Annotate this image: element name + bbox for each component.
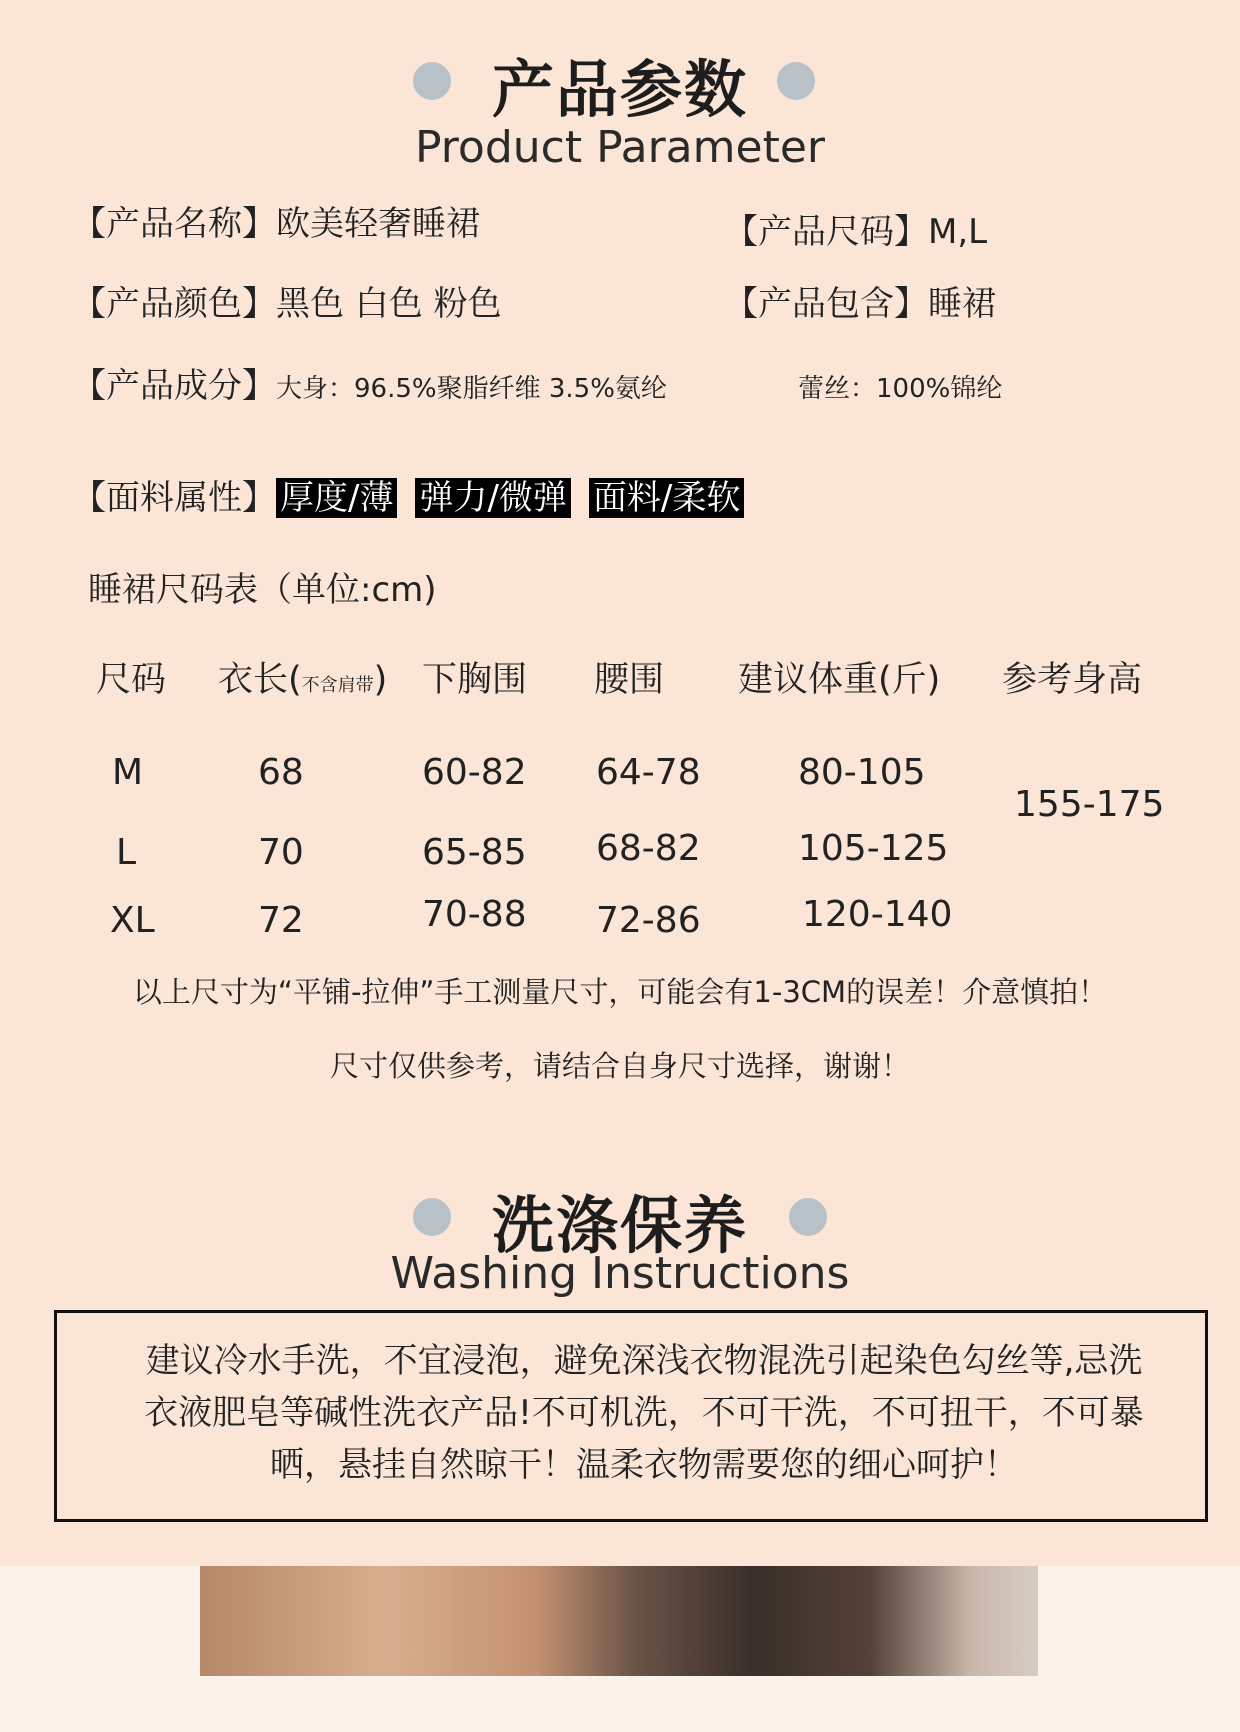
height-value: 155-175 xyxy=(1014,784,1165,825)
row-l-weight: 105-125 xyxy=(798,828,949,869)
param-fabric xyxy=(72,470,762,519)
row-xl-weight: 120-140 xyxy=(802,894,953,935)
param-size-label: 【产品尺码】 xyxy=(724,212,928,252)
param-composition-lace: 蕾丝：100%锦纶 xyxy=(798,374,1003,404)
param-size-value: M,L xyxy=(928,212,988,252)
row-l-bust: 65-85 xyxy=(422,832,527,873)
th-bust: 下胸围 xyxy=(422,660,528,700)
param-color-value: 黑色 白色 粉色 xyxy=(276,284,502,324)
section-title-cn: 产品参数 xyxy=(491,53,748,126)
washing-title-en: Washing Instructions xyxy=(390,1248,850,1299)
row-xl-bust: 70-88 xyxy=(422,894,527,935)
row-l-waist: 68-82 xyxy=(596,828,701,869)
param-color xyxy=(72,276,502,325)
param-name-label: 【产品名称】 xyxy=(72,204,276,244)
product-photo-strip xyxy=(0,1566,1240,1732)
th-height: 参考身高 xyxy=(1002,660,1143,700)
row-xl-waist: 72-86 xyxy=(596,900,701,941)
note-measurement: 以上尺寸为“平铺-拉伸”手工测量尺寸，可能会有1-3CM的误差！介意慎拍！ xyxy=(132,975,1108,1009)
param-includes-value: 睡裙 xyxy=(928,284,996,324)
param-name xyxy=(72,196,480,245)
washing-title-cn: 洗涤保养 xyxy=(491,1189,748,1262)
fabric-tag-thickness: 厚度/薄 xyxy=(276,478,397,518)
row-l-size: L xyxy=(116,832,137,873)
th-weight: 建议体重(斤) xyxy=(738,660,941,700)
th-size: 尺码 xyxy=(96,660,167,700)
param-includes-label: 【产品包含】 xyxy=(724,284,928,324)
th-length-close: ) xyxy=(373,660,388,700)
th-length-note: 不含肩带 xyxy=(301,675,374,696)
param-size xyxy=(724,204,987,253)
row-m-length: 68 xyxy=(258,752,304,793)
row-m-weight: 80-105 xyxy=(798,752,926,793)
param-name-value: 欧美轻奢睡裙 xyxy=(276,204,480,244)
row-l-length: 70 xyxy=(258,832,304,873)
th-length-text: 衣长( xyxy=(218,660,302,700)
fabric-tag-softness: 面料/柔软 xyxy=(589,478,744,518)
washing-line-1: 建议冷水手洗，不宜浸泡，避免深浅衣物混洗引起染色勾丝等,忌洗 xyxy=(145,1341,1143,1381)
param-color-label: 【产品颜色】 xyxy=(72,284,276,324)
row-xl-size: XL xyxy=(110,900,155,941)
param-fabric-label: 【面料属性】 xyxy=(72,478,276,518)
size-table-caption: 睡裙尺码表（单位:cm) xyxy=(88,570,437,610)
row-m-waist: 64-78 xyxy=(596,752,701,793)
param-composition-body: 大身：96.5%聚脂纤维 3.5%氨纶 xyxy=(276,374,667,404)
row-xl-length: 72 xyxy=(258,900,304,941)
param-includes xyxy=(724,276,996,325)
washing-instructions-box xyxy=(54,1310,1208,1522)
washing-line-3: 晒，悬挂自然晾干！温柔衣物需要您的细心呵护！ xyxy=(270,1445,1018,1485)
section-title-en: Product Parameter xyxy=(415,122,825,173)
th-waist: 腰围 xyxy=(594,660,665,700)
product-photo xyxy=(200,1566,1038,1676)
row-m-bust: 60-82 xyxy=(422,752,527,793)
th-length xyxy=(218,652,387,702)
row-m-size: M xyxy=(112,752,144,793)
washing-line-2: 衣液肥皂等碱性洗衣产品!不可机洗，不可干洗，不可扭干，不可暴 xyxy=(144,1393,1144,1433)
param-composition-label: 【产品成分】 xyxy=(72,366,276,406)
note-reference: 尺寸仅供参考，请结合自身尺寸选择，谢谢！ xyxy=(329,1049,910,1083)
param-composition xyxy=(72,358,667,407)
fabric-tag-elasticity: 弹力/微弹 xyxy=(415,478,570,518)
